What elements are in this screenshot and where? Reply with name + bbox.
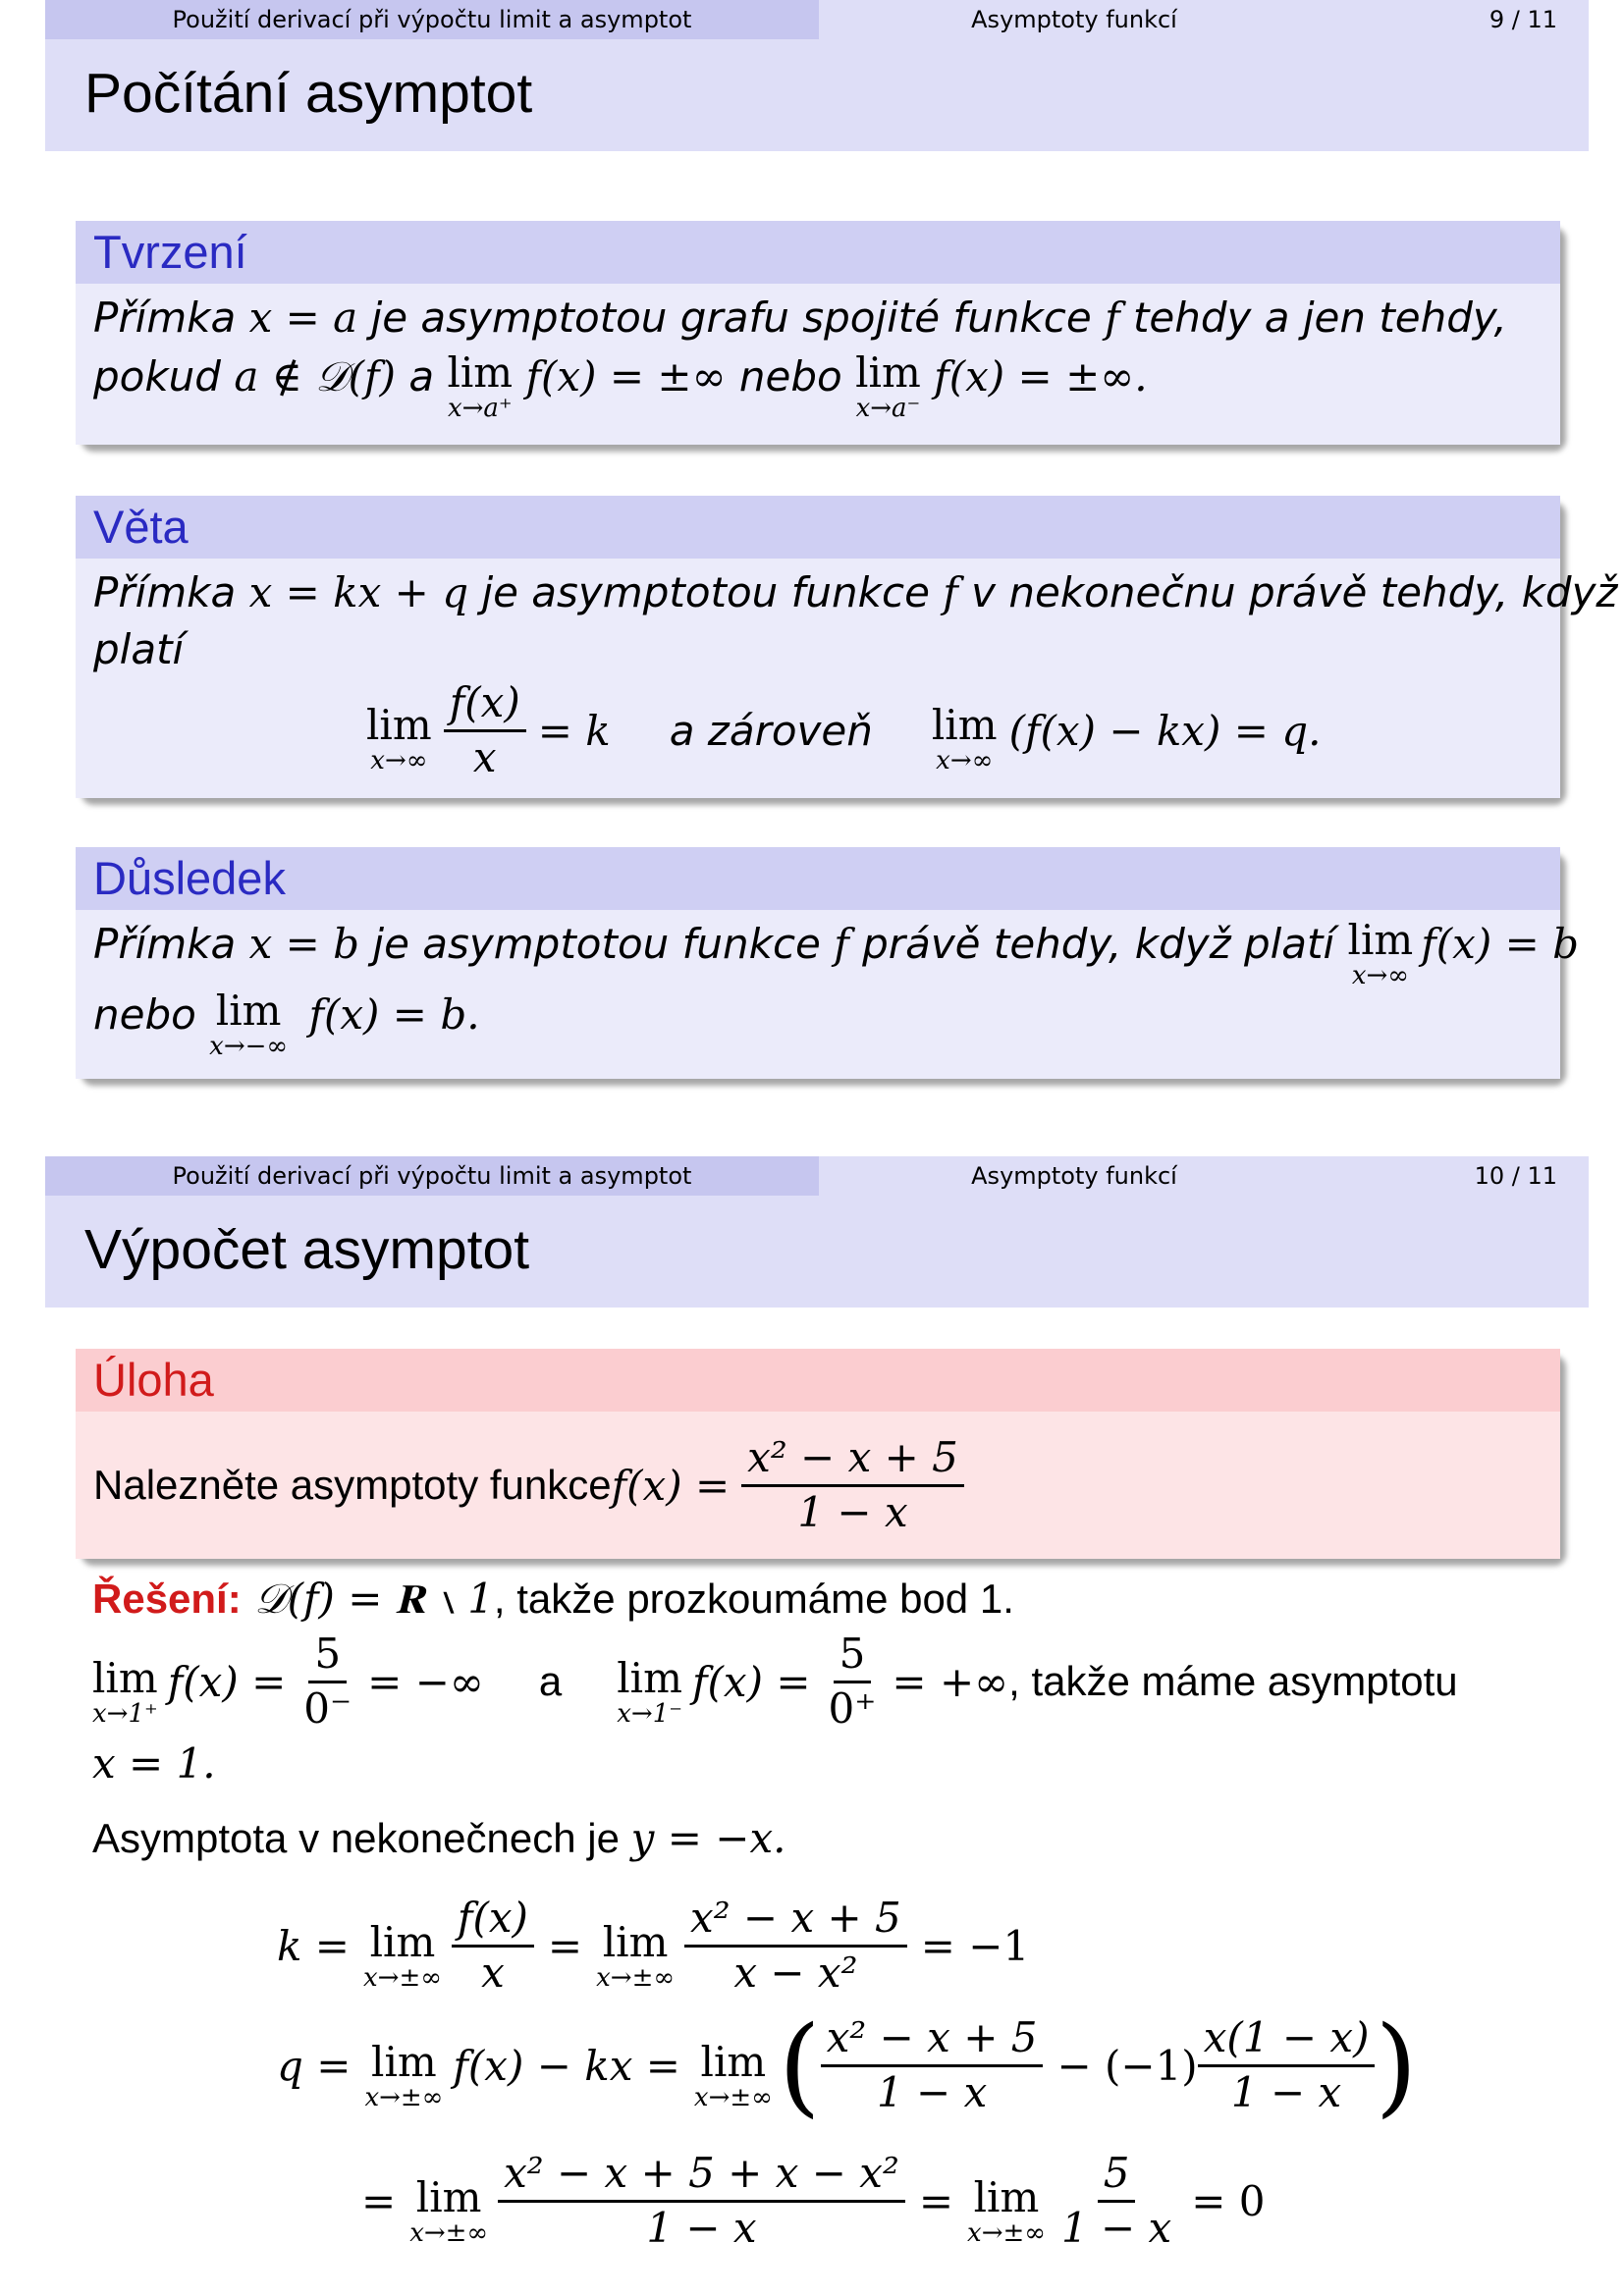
math: f [834,920,849,968]
text: pokud [93,352,235,400]
headline [45,0,1589,39]
math: = 0 [1191,2176,1266,2225]
numerator: 5 [1098,2152,1136,2202]
math: (f(x) − kx) = q. [1008,706,1322,755]
headline [45,1156,1589,1196]
fraction [452,1894,534,1997]
corollary-line-2 [93,987,480,1061]
text: Přímka [93,568,249,616]
fraction [1198,2013,1376,2116]
math: k = [277,1921,350,1970]
lim-word: lim [92,1654,158,1702]
fraction [823,1629,883,1733]
headline-subsection: Asymptoty funkcí [819,1156,1329,1196]
math: x = b [248,920,360,968]
corollary-line-1 [93,916,1580,990]
lim-sub: x→a⁺ [447,394,513,423]
block-body [76,910,1580,1079]
lim-word: lim [447,348,514,397]
text: a [395,352,448,400]
block-body [76,1412,1560,1559]
lim-word: lim [602,1918,669,1966]
math: f(x) − kx = [453,2041,680,2090]
fraction [741,1433,964,1536]
lim-word: lim [366,701,432,749]
math: = [361,2176,397,2225]
math: = −1 [920,1921,1030,1970]
block-title: Tvrzení [76,221,1560,284]
block-uloha [76,1349,1560,1559]
limit [366,701,432,775]
numerator: x² − x + 5 [741,1436,964,1486]
headline-subsection: Asymptoty funkcí [819,0,1329,39]
limit [409,2173,489,2248]
theorem-line-1 [93,568,1617,616]
math: f(x) = ±∞ [525,352,727,400]
block-body [76,559,1618,798]
lim-word: lim [215,987,282,1035]
limit [364,2038,444,2112]
lim-sub: x→1⁺ [92,1699,158,1729]
lim-sub: x→a⁻ [855,394,921,423]
limit [855,348,921,423]
lim-word: lim [369,1918,436,1966]
text: je asymptotou funkce [359,920,835,968]
text: a [538,1658,563,1704]
math: f [1105,294,1120,342]
solution-line-1 [92,1569,1014,1629]
numerator: x(1 − x) [1198,2016,1376,2066]
theorem-formula [366,676,1322,784]
lim-sub: x→1⁻ [617,1699,682,1729]
lim-sub: x→±∞ [596,1963,676,1993]
lim-word: lim [855,348,921,397]
math: 𝒟(f) = 𝐑 ∖ 1 [241,1575,494,1623]
math: f [943,568,958,616]
limit [617,1654,682,1729]
statement-line-2 [93,348,1148,423]
lim-sub: x→∞ [1351,961,1409,990]
headline-section: Použití derivací při výpočtu limit a asymptot [45,1156,819,1196]
math: f(x) = b [1421,920,1580,968]
lim-sub: x→±∞ [693,2083,773,2112]
block-tvrzeni [76,221,1560,445]
block-body [76,284,1560,445]
lim-word: lim [415,2173,482,2221]
text: , takže máme asymptotu [1008,1658,1458,1704]
calc-q [277,2002,1417,2128]
block-veta [76,496,1618,798]
text: Asymptota v nekonečnech je [92,1815,631,1861]
lim-word: lim [700,2038,767,2086]
numerator: x² − x + 5 + x − x² [498,2152,905,2202]
right-paren: ) [1375,2002,1418,2128]
block-title: Důsledek [76,847,1560,910]
block-dusledek [76,847,1580,1079]
text: tehdy a jen tehdy, [1119,294,1507,342]
denominator: x [481,1948,505,1997]
denominator: x [472,732,497,781]
page-number: 9 / 11 [1329,0,1589,39]
lim-sub: x→±∞ [364,2083,444,2112]
headline-section: Použití derivací při výpočtu limit a asymptot [45,0,819,39]
limit [447,348,514,423]
math: x = kx + q [248,568,469,616]
page-number: 10 / 11 [1329,1156,1589,1196]
text: v nekonečnu právě tehdy, když [957,568,1618,616]
fraction [298,1629,357,1733]
slide-9 [45,0,1618,1090]
math: f(x) = [691,1657,811,1706]
frame-title: Počítání asymptot [84,62,533,125]
fraction [498,2149,905,2252]
text: Nalezněte asymptoty funkce [93,1462,612,1508]
title-bar [45,39,1589,151]
denominator: 1 − x [1060,2203,1172,2252]
numerator: x² − x + 5 [821,2016,1044,2066]
title-bar [45,1196,1589,1308]
math: = [918,2176,954,2225]
denominator: 1 − x [797,1487,908,1536]
lim-word: lim [1347,916,1414,964]
math: a ∉ 𝒟(f) [234,352,396,400]
lim-sub: x→∞ [936,746,994,775]
math: = k [537,706,611,755]
denominator: 0⁻ [303,1683,352,1733]
limit [693,2038,773,2112]
task-line [93,1423,964,1547]
limit [596,1918,676,1993]
math: f(x) = ±∞. [934,352,1148,400]
limit [967,2173,1046,2248]
fraction [821,2013,1044,2116]
lim-sub: x→∞ [370,746,428,775]
text: a zároveň [669,706,873,755]
math: − (−1) [1056,2041,1198,2090]
limit [92,1654,158,1729]
math: f(x) = [611,1461,731,1510]
lim-sub: x→±∞ [409,2218,489,2248]
block-title: Věta [76,496,1560,559]
lim-word: lim [617,1654,682,1702]
solution-line-3: x = 1. [92,1739,216,1788]
denominator: 1 − x [646,2203,757,2252]
solution-limits [92,1628,1458,1735]
text: je asymptotou grafu spojité funkce [357,294,1106,342]
numerator: f(x) [452,1896,534,1947]
numerator: 5 [834,1632,872,1682]
theorem-line-2: platí [93,625,185,673]
lim-word: lim [371,2038,437,2086]
block-title: Úloha [76,1349,1560,1412]
fraction [684,1894,907,1997]
lim-sub: x→±∞ [363,1963,442,1993]
solution-line-4 [92,1808,786,1869]
text: , takže prozkoumáme bod 1. [493,1575,1014,1622]
lim-word: lim [931,701,998,749]
lim-word: lim [973,2173,1040,2221]
denominator: 1 − x [876,2067,988,2116]
text: Přímka [93,920,249,968]
left-paren: ( [778,2002,821,2128]
text: Přímka [93,294,249,342]
solution-label: Řešení: [92,1575,242,1622]
limit [1347,916,1414,990]
text: je asymptotou funkce [468,568,944,616]
calc-k [277,1883,1029,2008]
math: x = a [248,294,358,342]
frame-title: Výpočet asymptot [84,1218,530,1281]
denominator: 0⁺ [828,1683,877,1733]
statement-line-1 [93,294,1507,342]
math: y = −x. [630,1814,786,1862]
calc-final [361,2138,1266,2264]
limit [209,987,289,1061]
limit [363,1918,442,1993]
math: = [547,1921,583,1970]
text: nebo [726,352,856,400]
text: právě tehdy, když platí [848,920,1348,968]
denominator: 1 − x [1230,2067,1342,2116]
math: = −∞ [367,1657,484,1706]
numerator: x² − x + 5 [684,1896,907,1947]
numerator: 5 [308,1632,347,1682]
denominator: x − x² [733,1948,858,1997]
fraction [444,678,526,781]
limit [931,701,998,775]
text: nebo [93,990,210,1039]
math: f(x) = [167,1657,287,1706]
math: f(x) = b. [308,990,480,1039]
math: = +∞ [892,1657,1009,1706]
lim-sub: x→±∞ [967,2218,1046,2248]
slide-10 [45,1156,1589,2296]
math: q = [277,2041,352,2090]
fraction [1056,2149,1177,2252]
lim-sub: x→−∞ [209,1032,289,1061]
numerator: f(x) [444,681,526,731]
